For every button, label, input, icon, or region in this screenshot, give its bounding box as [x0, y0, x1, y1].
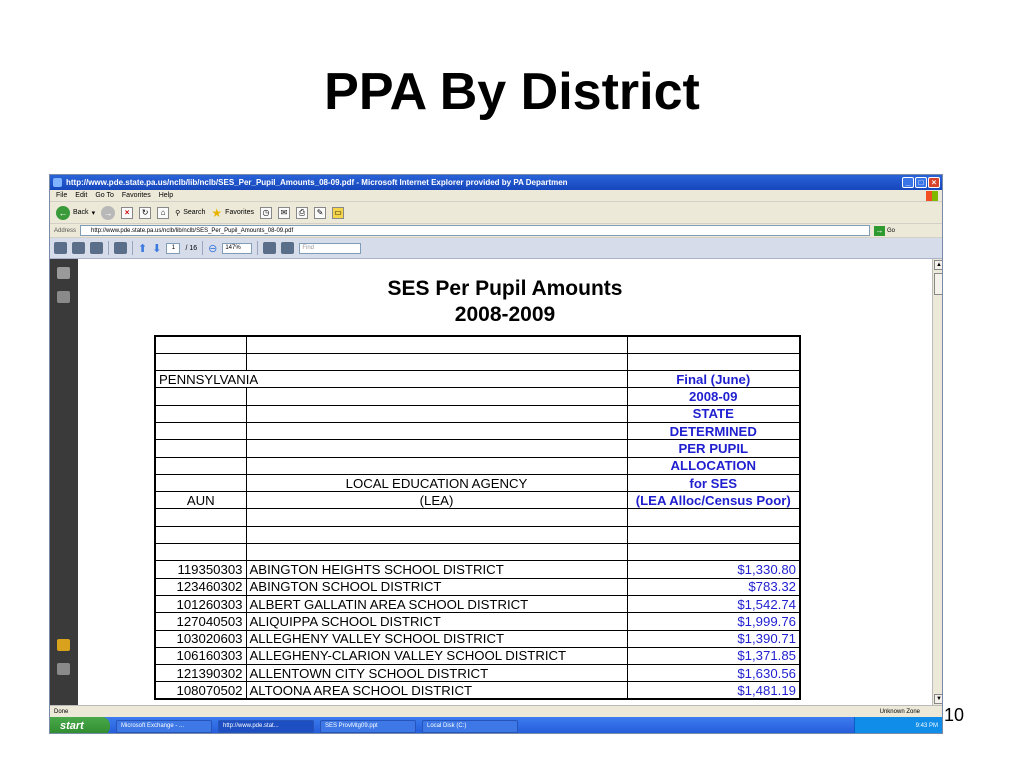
aun-cell: 103020603	[155, 630, 246, 647]
amount-cell: $1,390.71	[627, 630, 800, 647]
address-label: Address	[54, 227, 77, 234]
table-row	[155, 474, 800, 491]
aun-cell: 123460302	[155, 578, 246, 595]
header-line: Final (June)	[627, 371, 800, 388]
document-title: SES Per Pupil Amounts	[387, 277, 623, 300]
menu-edit[interactable]: Edit	[75, 192, 88, 199]
lea-cell: ALLEGHENY VALLEY SCHOOL DISTRICT	[246, 630, 627, 647]
print-icon[interactable]	[54, 242, 67, 254]
pdf-page[interactable]	[78, 259, 932, 705]
amount-cell: $1,371.85	[627, 647, 800, 664]
table-row	[155, 509, 800, 526]
table-row	[155, 353, 800, 370]
go-label: Go	[887, 227, 896, 234]
go-button[interactable]	[874, 226, 895, 236]
close-button[interactable]: ×	[928, 177, 940, 188]
previous-page-button[interactable]: ⬆	[138, 242, 148, 255]
header-line: DETERMINED	[627, 422, 800, 439]
toolbar-divider	[132, 241, 133, 255]
ses-amounts-table	[154, 335, 801, 700]
back-button[interactable]	[56, 206, 95, 220]
table-row	[155, 595, 800, 612]
table-row	[155, 492, 800, 509]
slide-title: PPA By District	[324, 63, 700, 121]
table-row	[155, 371, 800, 388]
slide-number: 10	[944, 705, 965, 725]
page-total: / 16	[185, 244, 198, 252]
header-line: (LEA Alloc/Census Poor)	[627, 492, 800, 509]
lea-cell: ALIQUIPPA SCHOOL DISTRICT	[246, 613, 627, 630]
mail-button[interactable]: ✉	[278, 207, 290, 219]
table-row	[155, 440, 800, 457]
header-line: for SES	[627, 474, 800, 491]
aun-cell: 106160303	[155, 647, 246, 664]
next-page-button[interactable]: ⬇	[152, 242, 162, 255]
pdf-side-panel	[50, 259, 78, 705]
history-button[interactable]: ◷	[260, 207, 272, 219]
search-icon: ⚲	[175, 209, 181, 217]
address-bar	[50, 224, 942, 238]
page-number-input[interactable]: 1	[166, 243, 180, 254]
table-row	[155, 336, 800, 353]
column-header-lea: LOCAL EDUCATION AGENCY	[246, 474, 627, 491]
window-titlebar[interactable]	[50, 175, 942, 190]
table-row	[155, 405, 800, 422]
ie-icon	[53, 178, 62, 187]
windows-logo-icon	[926, 191, 938, 201]
fit-width-icon[interactable]	[281, 242, 294, 254]
star-icon: ★	[211, 205, 223, 220]
lea-cell: ALTOONA AREA SCHOOL DISTRICT	[246, 682, 627, 699]
scroll-down-button[interactable]: ▼	[934, 694, 943, 704]
table-row	[155, 647, 800, 664]
lea-cell: ALLENTOWN CITY SCHOOL DISTRICT	[246, 665, 627, 682]
aun-cell: 119350303	[155, 561, 246, 578]
aun-cell: 101260303	[155, 595, 246, 612]
search-label: Search	[183, 209, 206, 216]
bookmarks-icon[interactable]	[57, 291, 70, 303]
back-arrow-icon: ←	[56, 206, 70, 220]
address-input[interactable]: http://www.pde.state.pa.us/nclb/lib/nclb/SES_Per_Pupil_Amounts_08-09.pdf	[80, 225, 870, 236]
maximize-button[interactable]: □	[915, 177, 927, 188]
table-row	[155, 422, 800, 439]
print-button[interactable]: ⎙	[296, 207, 308, 219]
back-label: Back	[73, 209, 89, 216]
forward-button[interactable]: →	[101, 206, 115, 220]
taskbar-item[interactable]: SES ProvMtg09.ppt	[320, 720, 416, 733]
aun-cell: 127040503	[155, 613, 246, 630]
table-row	[155, 561, 800, 578]
menu-help[interactable]: Help	[158, 192, 174, 199]
zoom-out-icon[interactable]: ⊖	[208, 242, 218, 255]
attachment-icon[interactable]	[57, 663, 70, 675]
toolbar-divider	[202, 241, 203, 255]
vertical-scrollbar[interactable]	[932, 259, 943, 705]
menu-favorites[interactable]: Favorites	[121, 192, 151, 199]
lea-cell: ABINGTON HEIGHTS SCHOOL DISTRICT	[246, 561, 627, 578]
state-name: PENNSYLVANIA	[155, 371, 627, 388]
header-line: ALLOCATION	[627, 457, 800, 474]
find-input[interactable]: Find	[299, 243, 361, 254]
pdf-viewer	[50, 259, 943, 705]
taskbar-item[interactable]: http://www.pde.stat...	[218, 720, 314, 733]
window-title: http://www.pde.state.pa.us/nclb/lib/nclb/SES_Per_Pupil_Amounts_08-09.pdf - Microsoft Internet Explorer provided by PA Departmen	[66, 178, 568, 187]
toolbar-divider	[108, 241, 109, 255]
header-line: PER PUPIL	[627, 440, 800, 457]
table-row	[155, 578, 800, 595]
lea-cell: ALBERT GALLATIN AREA SCHOOL DISTRICT	[246, 595, 627, 612]
folder-button[interactable]: ▭	[332, 207, 344, 219]
table-row	[155, 457, 800, 474]
table-row	[155, 682, 800, 699]
amount-cell: $1,481.19	[627, 682, 800, 699]
lea-cell: ALLEGHENY-CLARION VALLEY SCHOOL DISTRICT	[246, 647, 627, 664]
toolbar-divider	[257, 241, 258, 255]
pdf-toolbar	[50, 238, 942, 259]
taskbar-item[interactable]: Local Disk (C:)	[422, 720, 518, 733]
amount-cell: $783.32	[627, 578, 800, 595]
refresh-button[interactable]: ↻	[139, 207, 151, 219]
lea-cell: ABINGTON SCHOOL DISTRICT	[246, 578, 627, 595]
aun-cell: 121390302	[155, 665, 246, 682]
header-line: 2008-09	[627, 388, 800, 405]
column-header-lea-abbrev: (LEA)	[246, 492, 627, 509]
favorites-button[interactable]	[211, 206, 254, 220]
navigation-toolbar	[50, 202, 942, 224]
menu-go-to[interactable]: Go To	[95, 192, 114, 199]
chevron-down-icon[interactable]: ▾	[91, 209, 96, 217]
table-row	[155, 613, 800, 630]
minimize-button[interactable]: _	[902, 177, 914, 188]
system-clock: 9:43 PM	[854, 717, 943, 734]
scroll-thumb[interactable]	[934, 273, 943, 295]
table-row	[155, 388, 800, 405]
email-icon[interactable]	[90, 242, 103, 254]
status-text: Done	[54, 708, 69, 715]
signatures-icon[interactable]	[57, 639, 70, 651]
fit-page-icon[interactable]	[263, 242, 276, 254]
table-row	[155, 665, 800, 682]
home-button[interactable]: ⌂	[157, 207, 169, 219]
menu-file[interactable]: File	[56, 192, 68, 199]
table-row	[155, 544, 800, 561]
header-line: STATE	[627, 405, 800, 422]
document-year: 2008-2009	[454, 303, 556, 326]
taskbar	[50, 717, 943, 734]
amount-cell: $1,630.56	[627, 665, 800, 682]
amount-cell: $1,999.76	[627, 613, 800, 630]
save-icon[interactable]	[72, 242, 85, 254]
start-button[interactable]: start	[50, 717, 110, 734]
amount-cell: $1,542.74	[627, 595, 800, 612]
status-bar	[50, 705, 943, 717]
stop-button[interactable]: ×	[121, 207, 133, 219]
pages-icon[interactable]	[57, 267, 70, 279]
scroll-up-button[interactable]: ▲	[934, 260, 943, 270]
security-zone: Unknown Zone	[879, 708, 920, 715]
taskbar-item[interactable]: Microsoft Exchange - ...	[116, 720, 212, 733]
search-button[interactable]	[175, 209, 205, 217]
aun-cell: 108070502	[155, 682, 246, 699]
zoom-select[interactable]: 147%	[222, 243, 252, 254]
browser-window	[49, 174, 943, 734]
table-row	[155, 526, 800, 543]
table-row	[155, 630, 800, 647]
go-arrow-icon: →	[875, 225, 884, 235]
hand-tool-icon[interactable]	[114, 242, 127, 254]
column-header-aun: AUN	[155, 492, 246, 509]
edit-button[interactable]: ✎	[314, 207, 326, 219]
menu-bar	[50, 190, 942, 202]
favorites-label: Favorites	[225, 209, 254, 216]
amount-cell: $1,330.80	[627, 561, 800, 578]
